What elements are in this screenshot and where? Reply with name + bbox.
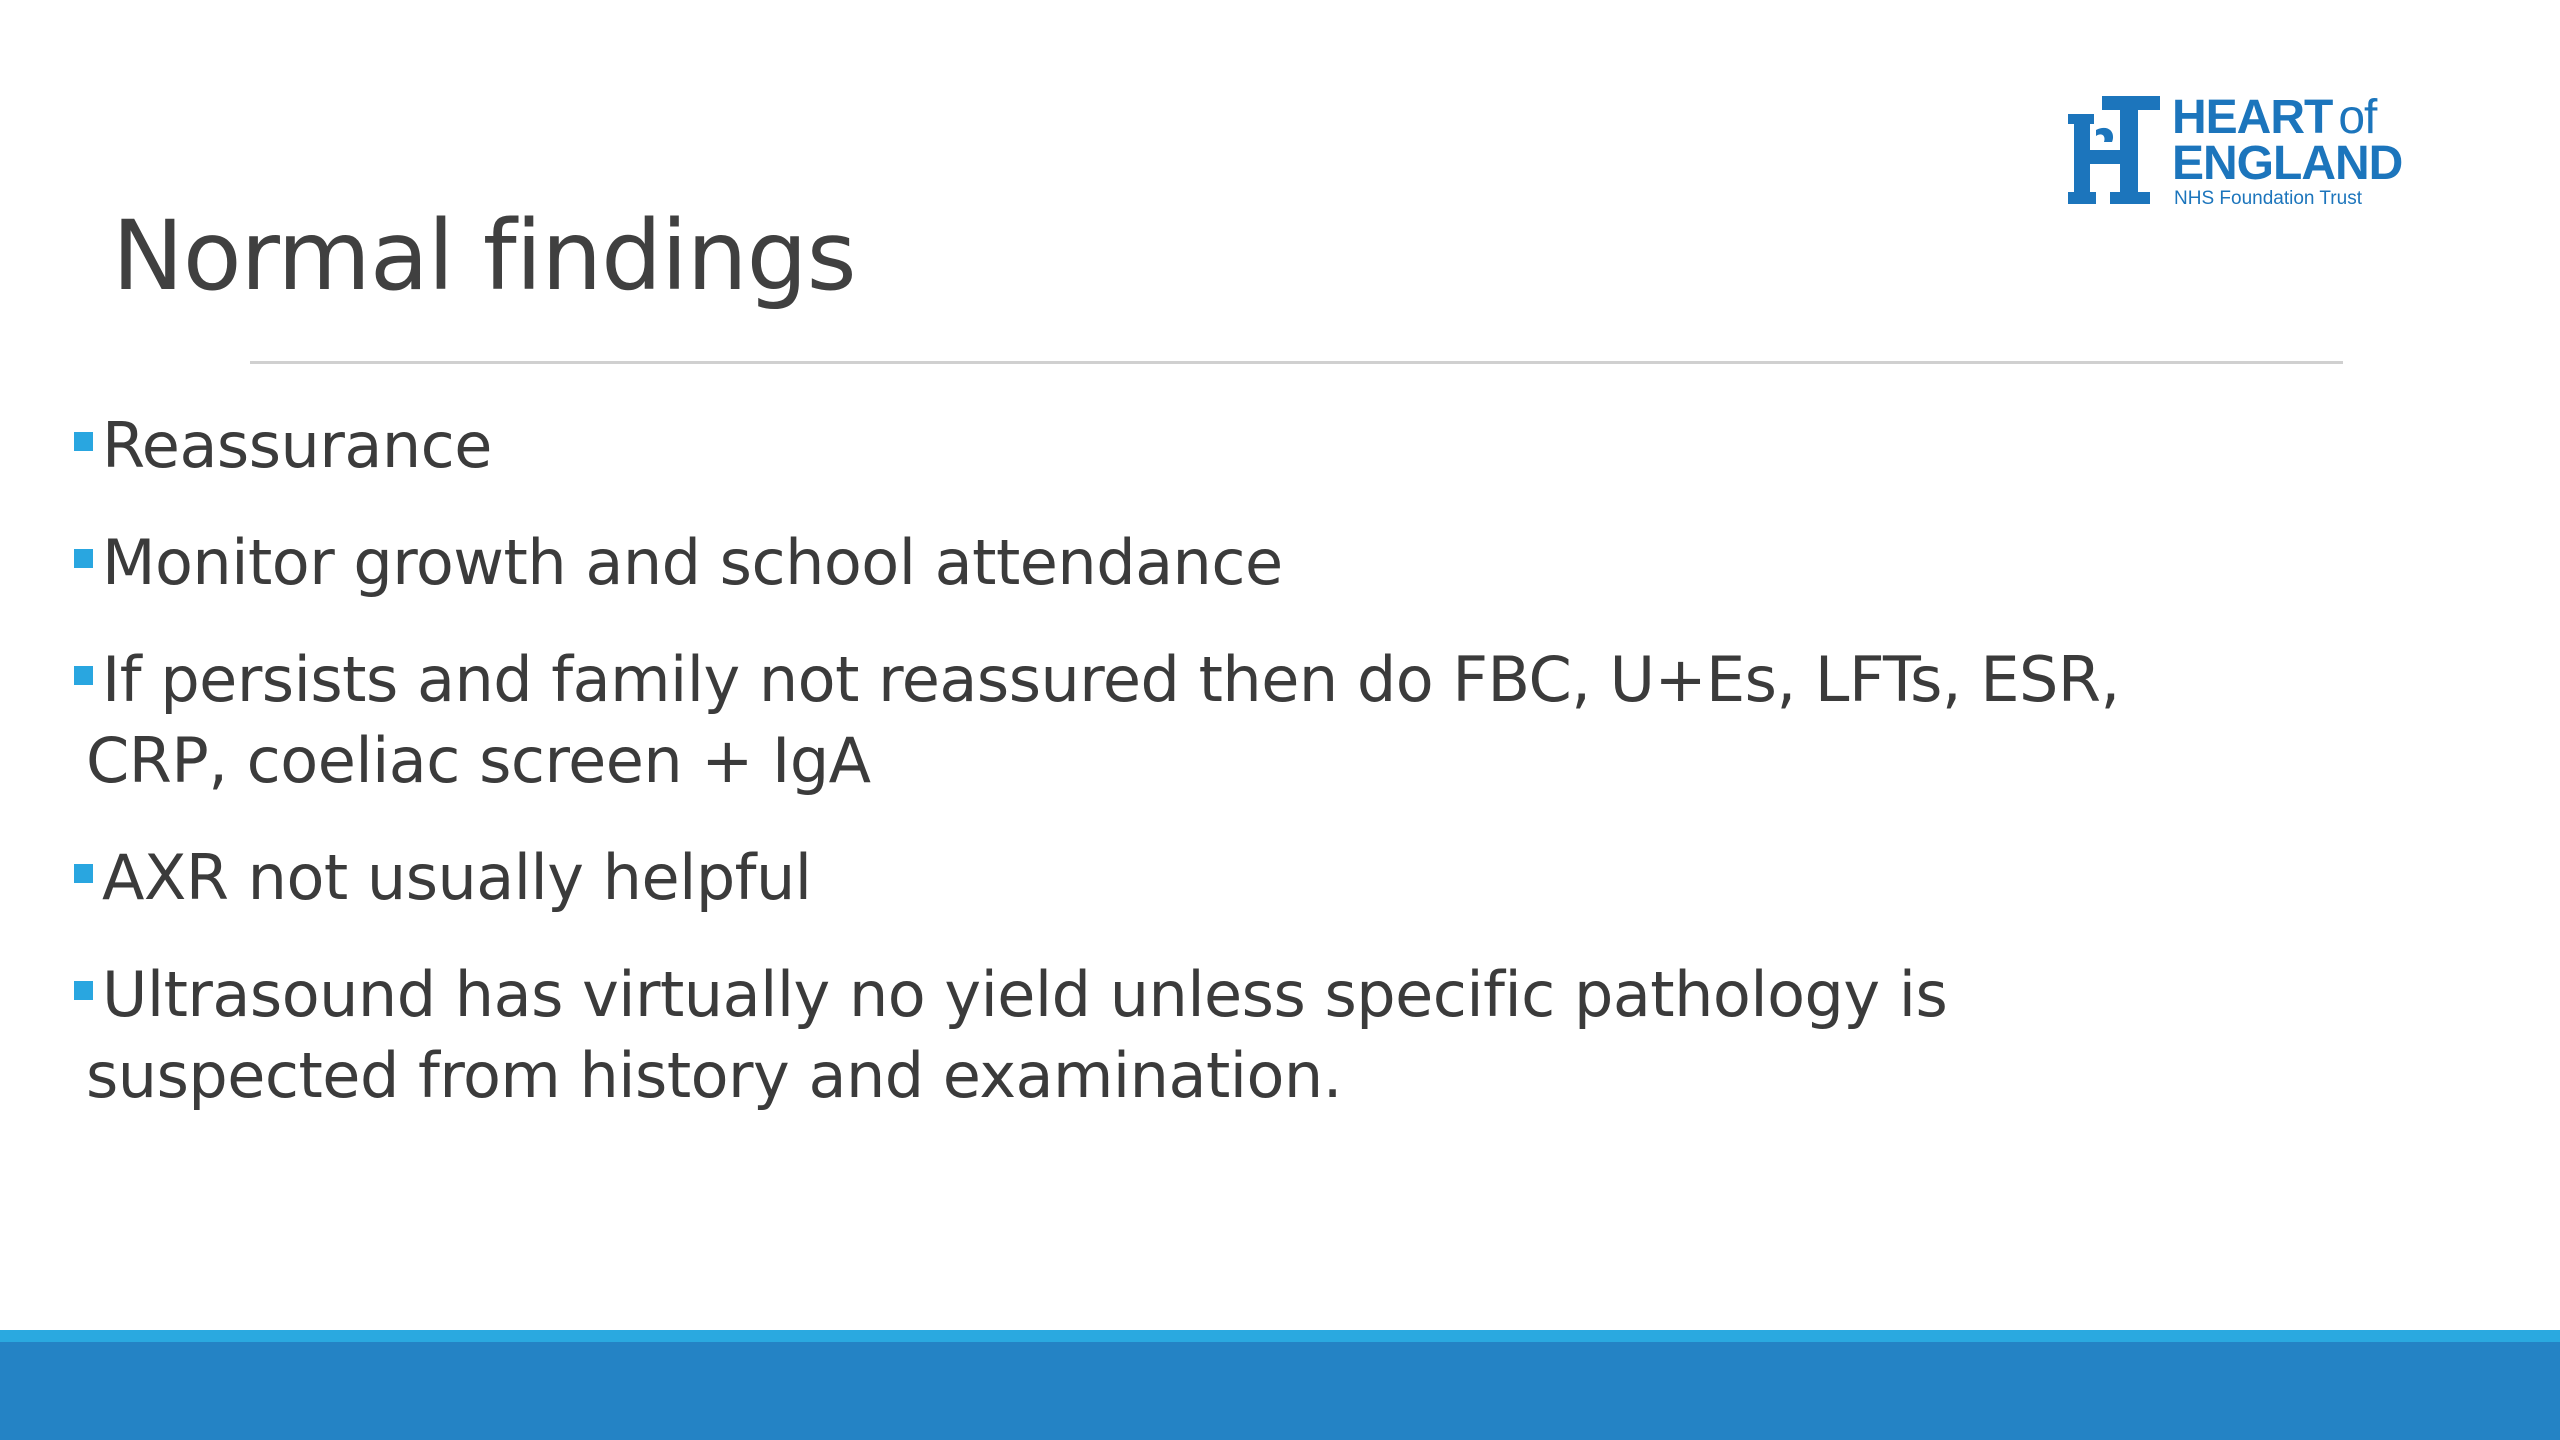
bullet-item-axr — [72, 837, 2222, 918]
square-bullet-icon — [74, 432, 93, 451]
bullet-list — [72, 405, 2222, 1152]
bullet-item-reassurance — [72, 405, 2222, 486]
bullet-text: Reassurance — [102, 409, 492, 482]
bullet-item-ultrasound — [72, 954, 2222, 1116]
title-divider — [250, 361, 2343, 364]
square-bullet-icon — [74, 666, 93, 685]
footer-band — [0, 1342, 2560, 1440]
bullet-item-monitor-growth — [72, 522, 2222, 603]
slide-title: Normal findings — [112, 200, 856, 312]
bullet-text: Ultrasound has virtually no yield unless specific pathology is suspected from history and examination. — [86, 958, 1948, 1112]
square-bullet-icon — [74, 981, 93, 1000]
square-bullet-icon — [74, 864, 93, 883]
logo-heart-word: HEART — [2172, 91, 2333, 144]
bullet-text: Monitor growth and school attendance — [102, 526, 1283, 599]
hoe-monogram-icon — [2068, 96, 2162, 208]
logo-england-text: ENGLAND — [2172, 137, 2403, 190]
bullet-text: If persists and family not reassured then do FBC, U+Es, LFTs, ESR, CRP, coeliac screen + IgA — [86, 643, 2120, 797]
bullet-item-blood-tests — [72, 639, 2222, 801]
heart-of-england-logo — [2068, 92, 2408, 212]
bullet-text: AXR not usually helpful — [102, 841, 812, 914]
logo-nhs-foundation-trust-text: NHS Foundation Trust — [2174, 188, 2362, 209]
footer-accent-stripe — [0, 1330, 2560, 1342]
square-bullet-icon — [74, 549, 93, 568]
logo-of-word: of — [2338, 91, 2377, 144]
